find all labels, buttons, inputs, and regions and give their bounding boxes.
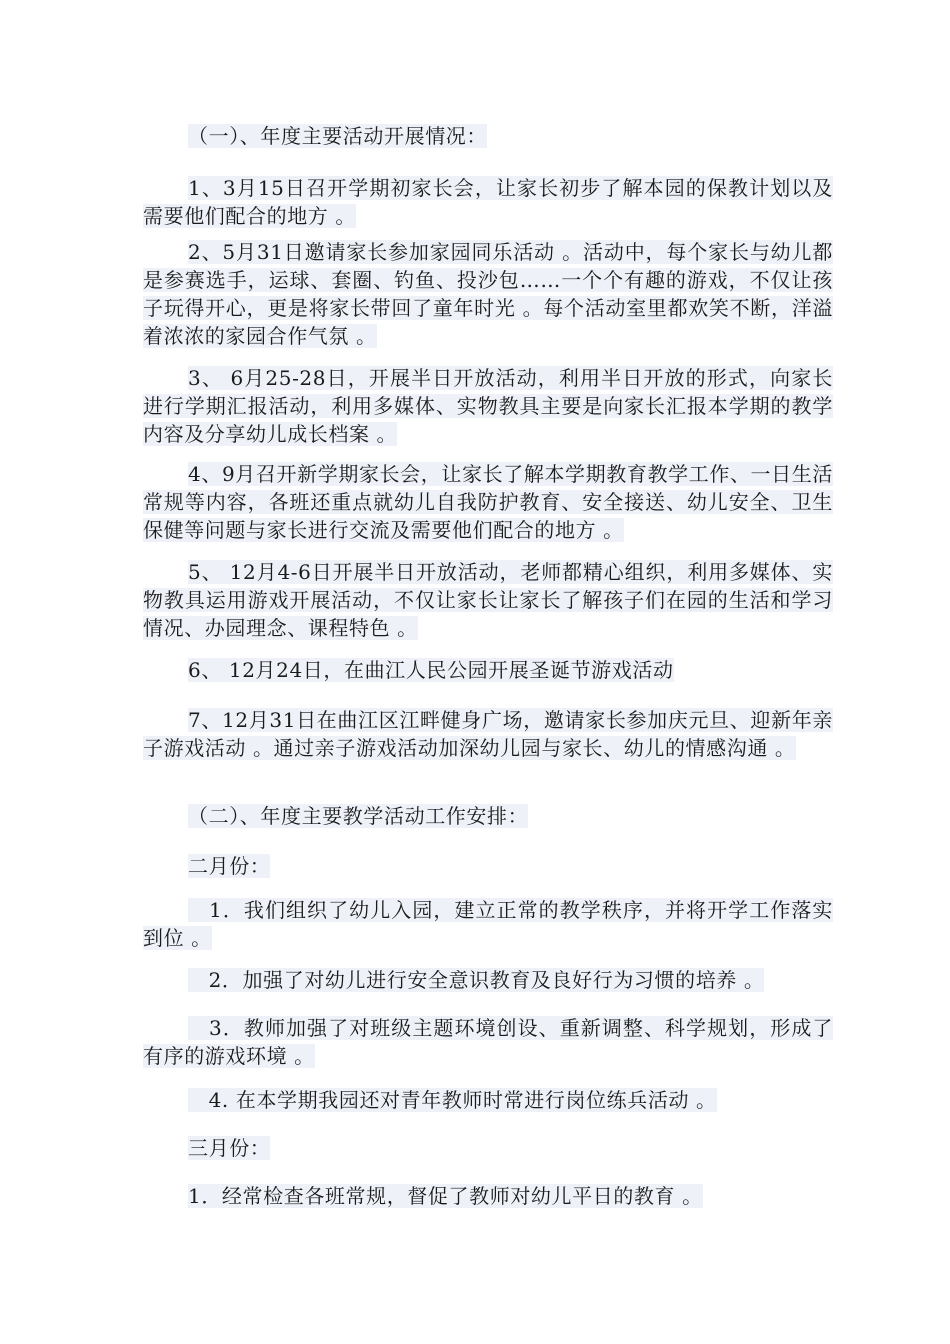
section-heading-2: （二）、年度主要教学活动工作安排： bbox=[188, 804, 529, 828]
month-heading-march: 三月份： bbox=[188, 1136, 271, 1160]
section-heading-1: （一）、年度主要活动开展情况： bbox=[188, 124, 487, 148]
paragraph-item-2: 2、5月31日邀请家长参加家园同乐活动 。活动中，每个家长与幼儿都是参赛选手，运球、套圈、钓鱼、投沙包……一个个有趣的游戏，不仅让孩子玩得开心，更是将家长带回了童年时光 。每个活动室里都欢笑不断，洋溢着浓浓的家园合作气氛 。 bbox=[143, 240, 833, 348]
paragraph-item-6: 6、 12月24日，在曲江人民公园开展圣诞节游戏活动 bbox=[188, 658, 674, 682]
list-item: 4. 在本学期我园还对青年教师时常进行岗位练兵活动 。 bbox=[188, 1088, 717, 1112]
paragraph-item-7: 7、12月31日在曲江区江畔健身广场，邀请家长参加庆元旦、迎新年亲子游戏活动 。通过亲子游戏活动加深幼儿园与家长、幼儿的情感沟通 。 bbox=[143, 708, 833, 760]
month-heading-february: 二月份： bbox=[188, 854, 271, 878]
list-item: 3．教师加强了对班级主题环境创设、重新调整、科学规划，形成了有序的游戏环境 。 bbox=[143, 1016, 833, 1068]
list-item: 1．我们组织了幼儿入园，建立正常的教学秩序，并将开学工作落实到位 。 bbox=[143, 898, 833, 950]
paragraph-item-3: 3、 6月25-28日，开展半日开放活动，利用半日开放的形式，向家长进行学期汇报活动，利用多媒体、实物教具主要是向家长汇报本学期的教学内容及分享幼儿成长档案 。 bbox=[143, 366, 833, 446]
paragraph-item-4: 4、9月召开新学期家长会，让家长了解本学期教育教学工作、一日生活常规等内容，各班还重点就幼儿自我防护教育、安全接送、幼儿安全、卫生保健等问题与家长进行交流及需要他们配合的地方 。 bbox=[143, 462, 833, 542]
paragraph-item-5: 5、 12月4-6日开展半日开放活动，老师都精心组织，利用多媒体、实物教具运用游戏开展活动，不仅让家长让家长了解孩子们在园的生活和学习情况、办园理念、课程特色 。 bbox=[143, 560, 833, 640]
list-item: 2．加强了对幼儿进行安全意识教育及良好行为习惯的培养 。 bbox=[188, 968, 765, 992]
list-item: 1．经常检查各班常规，督促了教师对幼儿平日的教育 。 bbox=[188, 1184, 703, 1208]
paragraph-item-1: 1、3月15日召开学期初家长会，让家长初步了解本园的保教计划以及需要他们配合的地方 。 bbox=[143, 176, 833, 228]
